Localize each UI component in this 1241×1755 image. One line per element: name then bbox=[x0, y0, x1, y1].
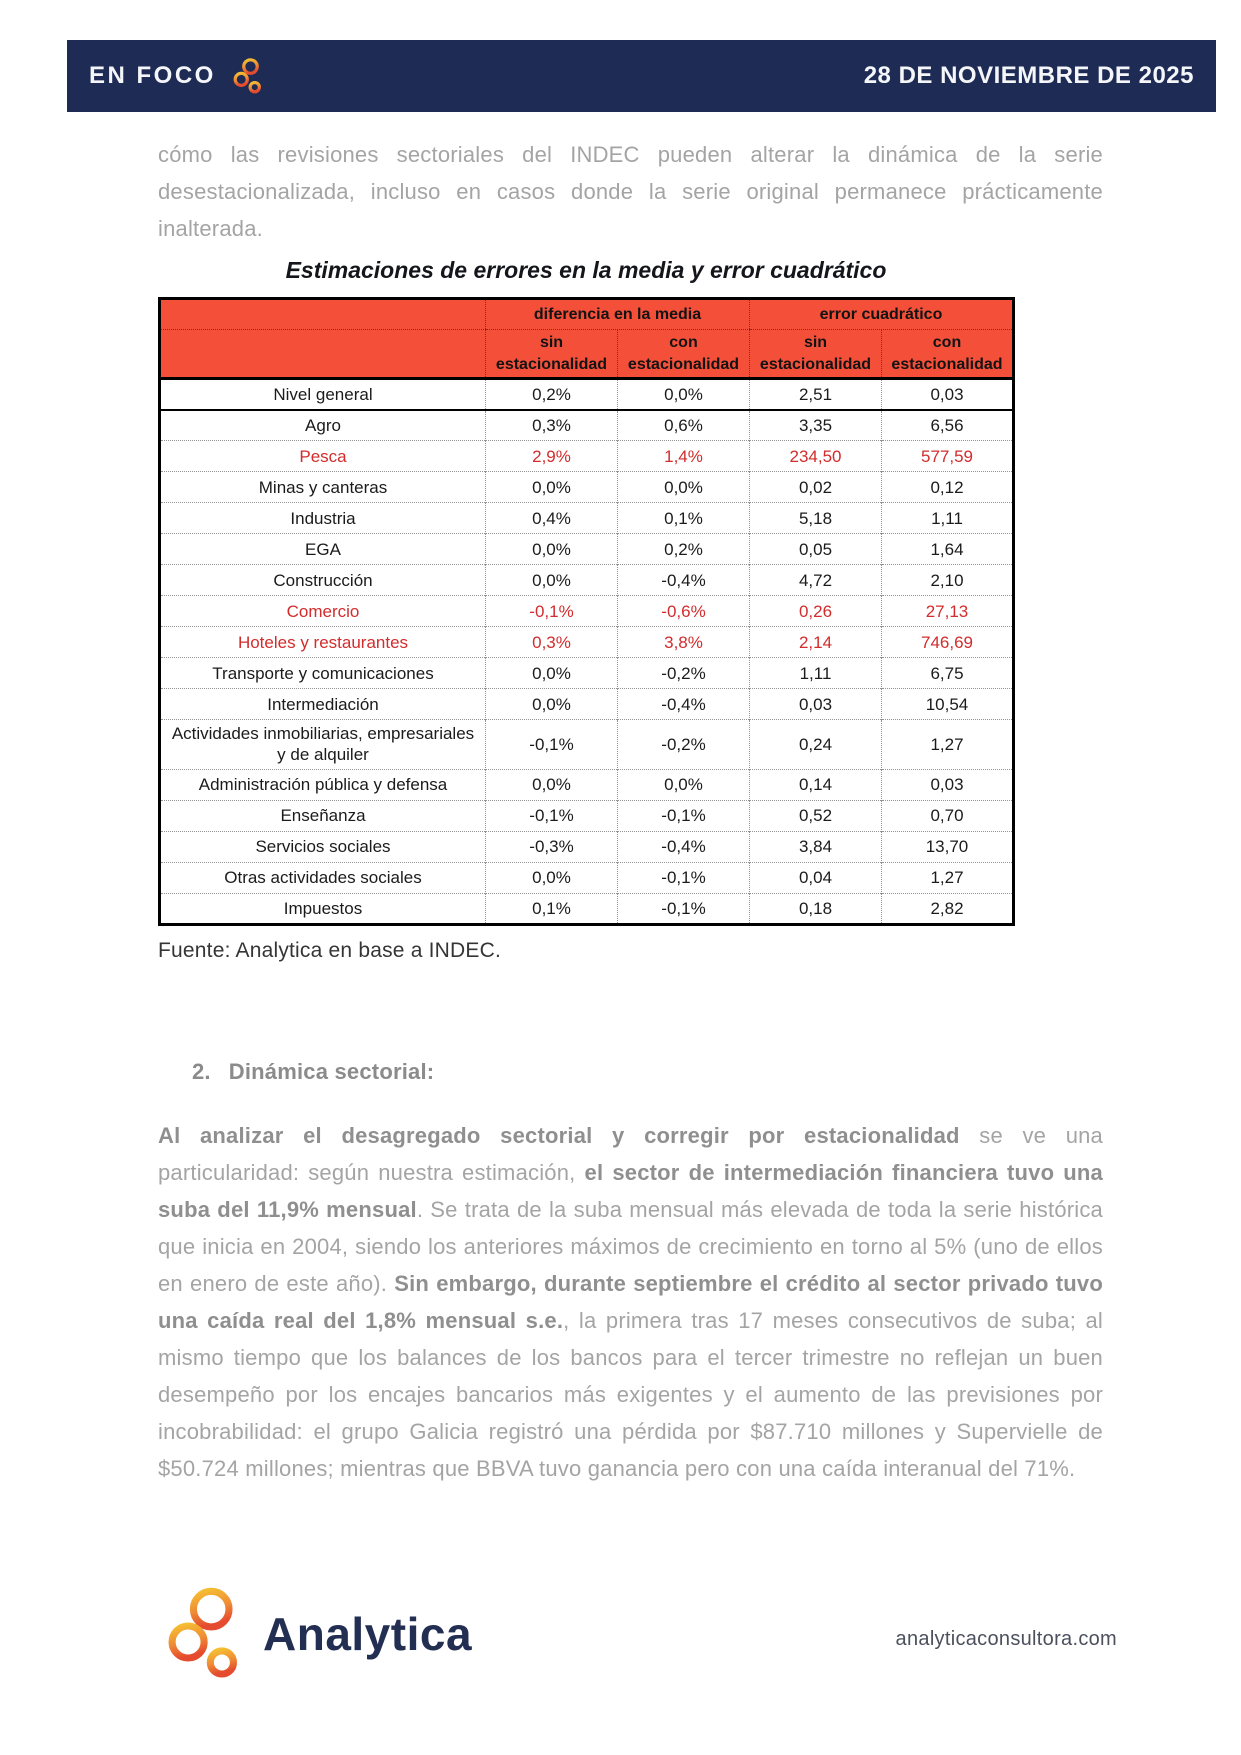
row-label: Administración pública y defensa bbox=[160, 769, 486, 800]
row-label: Industria bbox=[160, 503, 486, 534]
value-cell: -0,4% bbox=[618, 565, 750, 596]
paragraph-segment: , la primera tras 17 meses consecutivos de suba; al mismo tiempo que los balances de los bancos para el tercer trimestre no reflejan un buen desempeño por los encajes bancarios más exigentes y el aumento de las previsiones por incobrabilidad: el grupo Galicia registró una pérdida por $87.710 millones y Supervielle de $50.724 millones; mientras que BBVA tuvo ganancia pero con una caída interanual del 71%. bbox=[158, 1307, 1103, 1481]
row-label: Otras actividades sociales bbox=[160, 862, 486, 893]
row-label: Pesca bbox=[160, 441, 486, 472]
value-cell: 13,70 bbox=[882, 831, 1014, 862]
sub-header-cell: sin estacionalidad bbox=[486, 330, 618, 379]
value-cell: 577,59 bbox=[882, 441, 1014, 472]
sub-header-cell: con estacionalidad bbox=[618, 330, 750, 379]
value-cell: 0,0% bbox=[486, 658, 618, 689]
table-row bbox=[160, 565, 1014, 596]
table-sub-header-row bbox=[160, 330, 1014, 379]
page-footer bbox=[165, 1582, 1117, 1686]
value-cell: 0,1% bbox=[486, 893, 618, 924]
value-cell: 1,27 bbox=[882, 862, 1014, 893]
value-cell: -0,1% bbox=[486, 720, 618, 770]
value-cell: 0,6% bbox=[618, 410, 750, 441]
value-cell: -0,1% bbox=[618, 862, 750, 893]
row-label: Transporte y comunicaciones bbox=[160, 658, 486, 689]
table-row bbox=[160, 658, 1014, 689]
value-cell: 0,14 bbox=[750, 769, 882, 800]
value-cell: 0,3% bbox=[486, 627, 618, 658]
value-cell: 10,54 bbox=[882, 689, 1014, 720]
value-cell: -0,4% bbox=[618, 689, 750, 720]
paragraph-bold-segment: Al analizar el desagregado sectorial y corregir por estacionalidad bbox=[158, 1122, 960, 1148]
value-cell: 0,0% bbox=[486, 689, 618, 720]
row-label: Intermediación bbox=[160, 689, 486, 720]
value-cell: 0,0% bbox=[486, 472, 618, 503]
value-cell: 0,12 bbox=[882, 472, 1014, 503]
value-cell: 0,0% bbox=[486, 565, 618, 596]
value-cell: 2,9% bbox=[486, 441, 618, 472]
value-cell: -0,3% bbox=[486, 831, 618, 862]
value-cell: 0,02 bbox=[750, 472, 882, 503]
paragraph-bold-segment: Sin embargo, durante septiembre el crédito al sector privado tuvo una caída real del 1,8% mensual s.e. bbox=[158, 1270, 1103, 1333]
table-row bbox=[160, 596, 1014, 627]
analytica-logo-icon bbox=[165, 1586, 245, 1682]
value-cell: 0,1% bbox=[618, 503, 750, 534]
value-cell: 3,84 bbox=[750, 831, 882, 862]
table-row bbox=[160, 472, 1014, 503]
blank-header-cell bbox=[160, 330, 486, 379]
table-row bbox=[160, 534, 1014, 565]
value-cell: 0,0% bbox=[486, 769, 618, 800]
value-cell: -0,1% bbox=[486, 800, 618, 831]
value-cell: 0,0% bbox=[486, 534, 618, 565]
footer-brand-wordmark: Analytica bbox=[263, 1608, 473, 1660]
sector-analysis-paragraph bbox=[158, 1117, 1103, 1487]
value-cell: 0,05 bbox=[750, 534, 882, 565]
sub-header-cell: sin estacionalidad bbox=[750, 330, 882, 379]
row-label: Impuestos bbox=[160, 893, 486, 924]
section-number: 2. bbox=[192, 1058, 211, 1084]
value-cell: 0,3% bbox=[486, 410, 618, 441]
value-cell: -0,6% bbox=[618, 596, 750, 627]
value-cell: 0,0% bbox=[618, 379, 750, 410]
table-row bbox=[160, 627, 1014, 658]
row-label: Comercio bbox=[160, 596, 486, 627]
value-cell: 1,4% bbox=[618, 441, 750, 472]
value-cell: 0,52 bbox=[750, 800, 882, 831]
table-row bbox=[160, 503, 1014, 534]
newsletter-title: EN FOCO bbox=[89, 62, 216, 89]
intro-paragraph: cómo las revisiones sectoriales del INDEC pueden alterar la dinámica de la serie desestacionalizada, incluso en casos donde la serie original permanece prácticamente inalterada. bbox=[158, 142, 1103, 241]
value-cell: 1,11 bbox=[882, 503, 1014, 534]
value-cell: 3,35 bbox=[750, 410, 882, 441]
top-bar bbox=[67, 40, 1216, 112]
value-cell: 1,27 bbox=[882, 720, 1014, 770]
value-cell: 6,56 bbox=[882, 410, 1014, 441]
errors-table bbox=[158, 297, 1015, 926]
paragraph-segment: se ve una particularidad: según nuestra estimación, bbox=[158, 1122, 1103, 1185]
value-cell: 0,70 bbox=[882, 800, 1014, 831]
value-cell: 1,64 bbox=[882, 534, 1014, 565]
value-cell: 0,4% bbox=[486, 503, 618, 534]
section-heading bbox=[192, 1059, 1103, 1085]
value-cell: 2,14 bbox=[750, 627, 882, 658]
group-header-cell: diferencia en la media bbox=[486, 299, 750, 330]
footer-website: analyticaconsultora.com bbox=[895, 1627, 1117, 1650]
row-label: Construcción bbox=[160, 565, 486, 596]
value-cell: 746,69 bbox=[882, 627, 1014, 658]
table-row bbox=[160, 769, 1014, 800]
value-cell: 0,24 bbox=[750, 720, 882, 770]
page-content bbox=[158, 136, 1103, 1487]
value-cell: -0,1% bbox=[618, 800, 750, 831]
errors-table-block bbox=[158, 257, 1014, 963]
table-row bbox=[160, 379, 1014, 410]
table-row bbox=[160, 893, 1014, 924]
group-header-cell: error cuadrático bbox=[750, 299, 1014, 330]
row-label: Agro bbox=[160, 410, 486, 441]
analytica-logo-icon bbox=[232, 58, 264, 95]
value-cell: 0,2% bbox=[486, 379, 618, 410]
sub-header-cell: con estacionalidad bbox=[882, 330, 1014, 379]
row-label: Actividades inmobiliarias, empresariales y de alquiler bbox=[160, 720, 486, 770]
row-label: Minas y canteras bbox=[160, 472, 486, 503]
table-row bbox=[160, 720, 1014, 770]
value-cell: 0,0% bbox=[618, 472, 750, 503]
row-label: Nivel general bbox=[160, 379, 486, 410]
table-row bbox=[160, 410, 1014, 441]
table-row bbox=[160, 800, 1014, 831]
value-cell: 0,18 bbox=[750, 893, 882, 924]
value-cell: -0,2% bbox=[618, 720, 750, 770]
value-cell: 0,0% bbox=[486, 862, 618, 893]
value-cell: -0,1% bbox=[618, 893, 750, 924]
value-cell: 2,10 bbox=[882, 565, 1014, 596]
value-cell: 1,11 bbox=[750, 658, 882, 689]
value-cell: 0,04 bbox=[750, 862, 882, 893]
table-row bbox=[160, 831, 1014, 862]
value-cell: -0,4% bbox=[618, 831, 750, 862]
value-cell: -0,1% bbox=[486, 596, 618, 627]
value-cell: 0,26 bbox=[750, 596, 882, 627]
paragraph-segment: . Se trata de la suba mensual más elevada de toda la serie histórica que inicia en 2004, siendo los anteriores máximos de crecimiento en torno al 5% (uno de ellos en enero de este año). bbox=[158, 1196, 1103, 1296]
table-head bbox=[160, 299, 1014, 379]
value-cell: 234,50 bbox=[750, 441, 882, 472]
value-cell: 4,72 bbox=[750, 565, 882, 596]
table-title: Estimaciones de errores en la media y error cuadrático bbox=[285, 257, 887, 283]
table-group-header-row bbox=[160, 299, 1014, 330]
value-cell: 0,03 bbox=[882, 769, 1014, 800]
table-source-note: Fuente: Analytica en base a INDEC. bbox=[158, 938, 501, 962]
value-cell: 6,75 bbox=[882, 658, 1014, 689]
row-label: Servicios sociales bbox=[160, 831, 486, 862]
section-title: Dinámica sectorial: bbox=[228, 1058, 435, 1084]
value-cell: 3,8% bbox=[618, 627, 750, 658]
value-cell: 0,0% bbox=[618, 769, 750, 800]
table-row bbox=[160, 862, 1014, 893]
issue-date: 28 DE NOVIEMBRE DE 2025 bbox=[863, 62, 1194, 89]
value-cell: 27,13 bbox=[882, 596, 1014, 627]
row-label: Hoteles y restaurantes bbox=[160, 627, 486, 658]
row-label: EGA bbox=[160, 534, 486, 565]
paragraph-bold-segment: el sector de intermediación financiera tuvo una suba del 11,9% mensual bbox=[158, 1159, 1103, 1222]
value-cell: 5,18 bbox=[750, 503, 882, 534]
table-row bbox=[160, 441, 1014, 472]
table-body bbox=[160, 379, 1014, 925]
blank-header-cell bbox=[160, 299, 486, 330]
value-cell: 2,82 bbox=[882, 893, 1014, 924]
row-label: Enseñanza bbox=[160, 800, 486, 831]
value-cell: -0,2% bbox=[618, 658, 750, 689]
value-cell: 0,03 bbox=[750, 689, 882, 720]
value-cell: 0,2% bbox=[618, 534, 750, 565]
value-cell: 2,51 bbox=[750, 379, 882, 410]
table-row bbox=[160, 689, 1014, 720]
value-cell: 0,03 bbox=[882, 379, 1014, 410]
